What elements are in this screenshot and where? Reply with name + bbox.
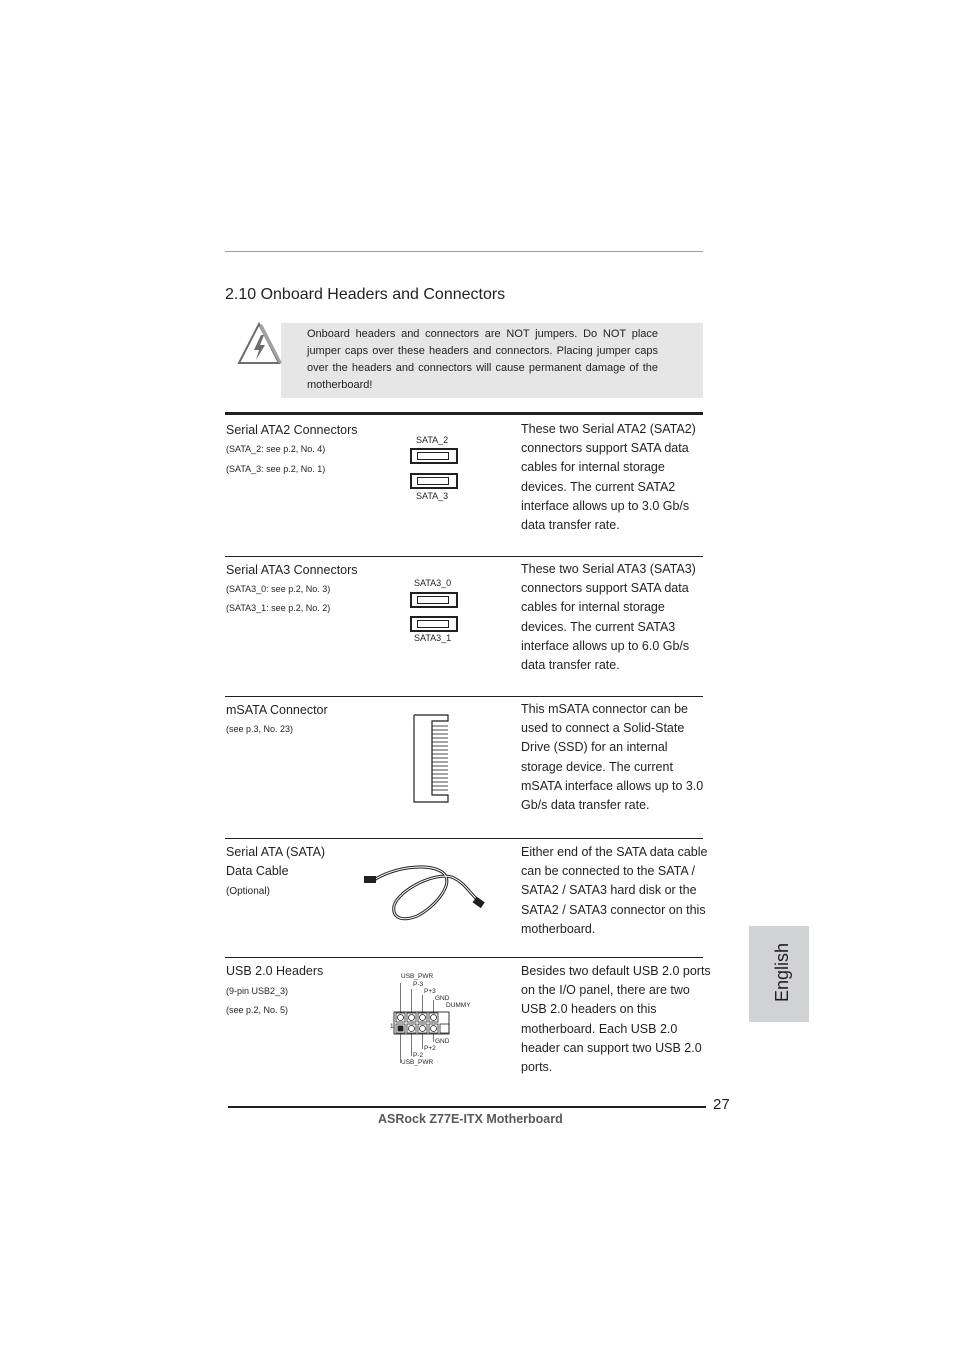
usb-label-p-plus-2: P+2 [424,1045,436,1052]
sata-cable-icon [362,860,486,922]
row-divider [225,696,703,697]
row-divider [225,838,703,839]
usb-label-dummy: DUMMY [446,1002,471,1009]
header-rule [225,251,703,252]
sata3-label-bottom: SATA3_1 [414,633,452,643]
usb-label-usb-pwr-top: USB_PWR [401,973,434,980]
sata2-label-top: SATA_2 [416,435,449,445]
sata3-label-top: SATA3_0 [414,578,452,588]
sata-cable-optional: (Optional) [226,886,270,897]
sata2-ref-2: (SATA_3: see p.2, No. 1) [226,464,326,474]
usb-label-usb-pwr-bottom: USB_PWR [401,1059,434,1066]
msata-description: This mSATA connector can be used to connect a Solid-State Drive (SSD) for an internal storage device. The current mSATA interface allows up to 3.0 Gb/s data transfer rate. [521,702,704,813]
msata-ref: (see p.3, No. 23) [226,724,294,734]
language-tab-label: English [772,942,792,1002]
usb-description: Besides two default USB 2.0 ports on the I/O panel, there are two USB 2.0 headers on this motherboard. Each USB 2.0 header can support two USB 2.0 ports. [521,964,711,1075]
sata2-title: Serial ATA2 Connectors [226,423,358,437]
row-divider [225,957,703,958]
usb-label-p-minus-3: P-3 [413,981,424,988]
usb-ref-2: (see p.2, No. 5) [226,1005,289,1015]
usb-label-p-plus-3: P+3 [424,988,436,995]
warning-text: Onboard headers and connectors are NOT jumpers. Do NOT place jumper caps over these headers and connectors. Placing jumper caps over the headers and connectors will cause permanent damage of the motherboard! [307,328,658,391]
section-title: 2.10 Onboard Headers and Connectors [225,286,506,303]
sata3-description: These two Serial ATA3 (SATA3) connectors support SATA data cables for internal storage devices. The current SATA3 interface allows up to 6.0 Gb/s data transfer rate. [521,562,696,673]
sata3-connector-icon [410,473,458,489]
sata-cable-title-1: Serial ATA (SATA) [226,845,326,859]
sata3-ref-1: (SATA3_0: see p.2, No. 3) [226,584,331,594]
sata3-0-connector-icon [410,592,458,608]
footer-text: ASRock Z77E-ITX Motherboard [378,1112,563,1126]
usb-label-gnd-top: GND [435,995,450,1002]
usb-label-p-minus-2: P-2 [413,1052,424,1059]
table-top-rule [225,412,703,415]
msata-title: mSATA Connector [226,703,328,717]
sata-cable-title-2: Data Cable [226,864,289,878]
warning-triangle-icon [236,321,282,367]
usb-ref-1: (9-pin USB2_3) [226,986,289,996]
sata3-title: Serial ATA3 Connectors [226,563,358,577]
sata2-label-bottom: SATA_3 [416,491,449,501]
sata-cable-description: Either end of the SATA data cable can be connected to the SATA / SATA2 / SATA3 hard disk or the SATA2 / SATA3 connector on this motherboard. [521,845,708,936]
sata3-ref-2: (SATA3_1: see p.2, No. 2) [226,603,331,613]
footer-rule [228,1106,706,1108]
sata2-connector-icon [410,448,458,464]
sata2-ref-1: (SATA_2: see p.2, No. 4) [226,444,326,454]
usb-label-pin1: 1 [390,1023,394,1030]
page-number: 27 [713,1096,730,1113]
row-divider [225,556,703,557]
usb-label-gnd-bottom: GND [435,1038,450,1045]
sata3-1-connector-icon [410,616,458,632]
msata-connector-icon [412,713,452,805]
usb-title: USB 2.0 Headers [226,964,324,978]
sata2-description: These two Serial ATA2 (SATA2) connectors support SATA data cables for internal storage devices. The current SATA2 interface allows up to 3.0 Gb/s data transfer rate. [521,422,696,533]
